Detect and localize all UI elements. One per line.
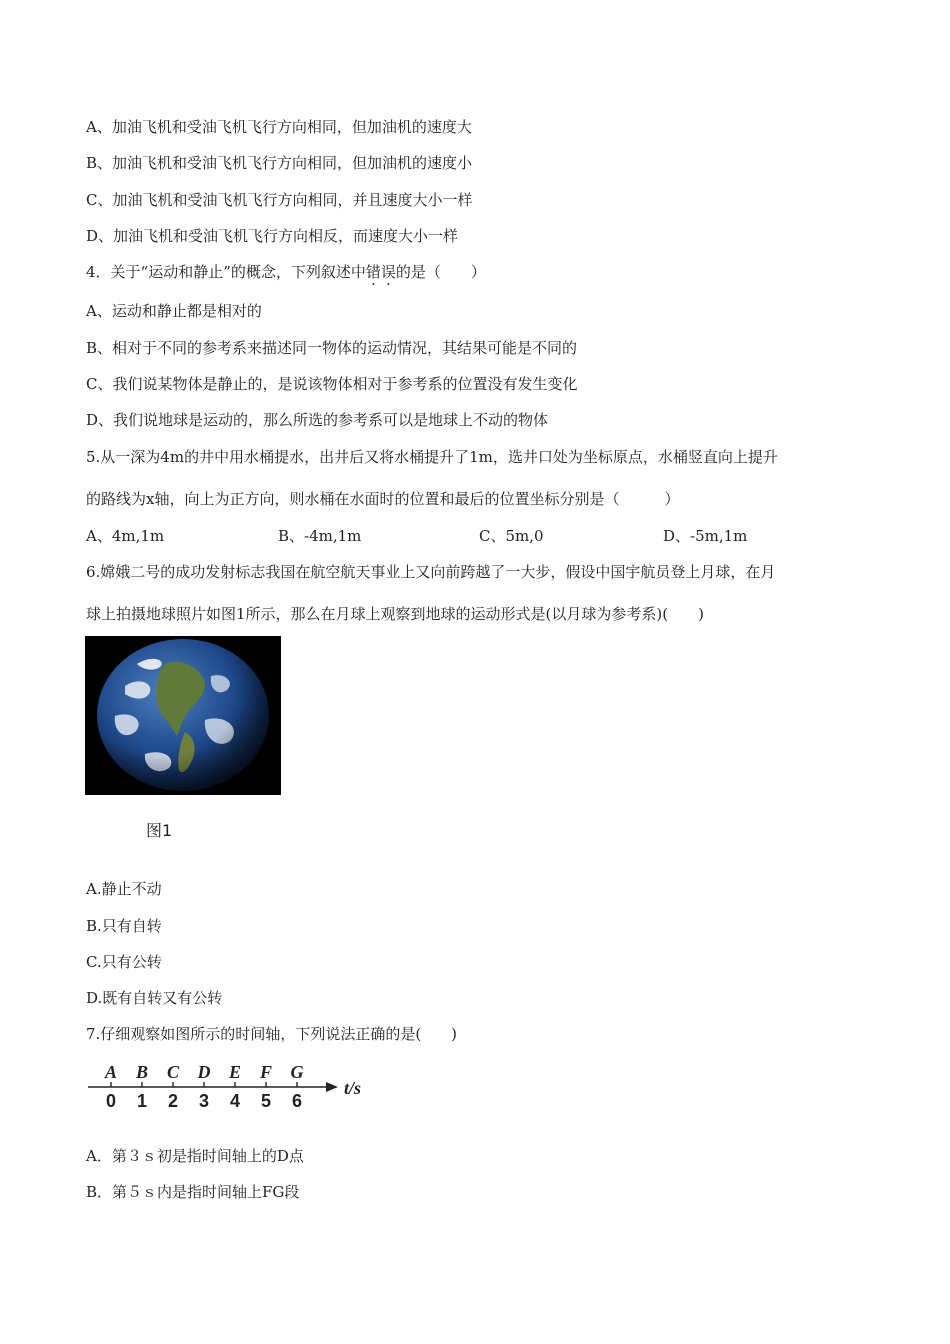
q4-option-d: D、我们说地球是运动的，那么所选的参考系可以是地球上不动的物体	[86, 411, 549, 429]
q4-option-a: A、运动和静止都是相对的	[86, 302, 262, 320]
axis-arrow-icon	[326, 1082, 338, 1092]
time-tick-number: 5	[260, 1091, 272, 1111]
q3-option-a: A、加油飞机和受油飞机飞行方向相同，但加油机的速度大	[86, 118, 472, 136]
time-point-letter: D	[197, 1062, 211, 1082]
time-tick-number: 2	[167, 1091, 179, 1111]
figure-caption: 图1	[146, 821, 173, 840]
q7-option-a: A．第３ｓ初是指时间轴上的D点	[86, 1147, 304, 1165]
q7-stem: 7.仔细观察如图所示的时间轴，下列说法正确的是( )	[86, 1025, 458, 1043]
time-tick-number: 4	[229, 1091, 241, 1111]
time-point-letter: E	[228, 1062, 242, 1082]
q4-emph-1: 错	[365, 263, 381, 281]
time-point-letter: A	[104, 1062, 118, 1082]
q7-option-b: B．第５ｓ内是指时间轴上FG段	[86, 1183, 300, 1201]
q3-option-c: C、加油飞机和受油飞机飞行方向相同，并且速度大小一样	[86, 191, 473, 209]
time-tick-number: 3	[198, 1091, 210, 1111]
time-point-letter: F	[259, 1062, 273, 1082]
q6-option-b: B.只有自转	[86, 917, 162, 935]
q4-stem	[86, 262, 486, 282]
time-tick-number: 0	[105, 1091, 117, 1111]
q5-options	[86, 526, 747, 546]
axis-label: t/s	[344, 1078, 362, 1098]
q6-stem-line1: 6.嫦娥二号的成功发射标志我国在航空航天事业上又向前跨越了一大步，假设中国宇航员登上月球，在月	[86, 563, 776, 581]
earth-photo	[85, 636, 281, 795]
q5-stem-line2: 的路线为x轴，向上为正方向，则水桶在水面时的位置和最后的位置坐标分别是（ ）	[86, 490, 680, 508]
time-point-letter: B	[135, 1062, 149, 1082]
time-axis-diagram	[86, 1058, 376, 1114]
q6-option-d: D.既有自转又有公转	[86, 989, 223, 1007]
q6-option-c: C.只有公转	[86, 953, 162, 971]
q4-option-b: B、相对于不同的参考系来描述同一物体的运动情况，其结果可能是不同的	[86, 339, 578, 357]
q5-option-c: C、5m,0	[479, 527, 544, 545]
time-tick-number: 1	[136, 1091, 148, 1111]
q5-option-a: A、4m,1m	[86, 527, 165, 545]
q4-stem-after: 的是（ ）	[395, 263, 486, 281]
earth-globe-icon	[85, 636, 281, 795]
q6-stem-line2: 球上拍摄地球照片如图1所示，那么在月球上观察到地球的运动形式是(以月球为参考系)( )	[86, 605, 704, 623]
q4-emph-2: 误	[380, 263, 396, 281]
q3-option-d: D、加油飞机和受油飞机飞行方向相反，而速度大小一样	[86, 227, 459, 245]
time-point-letter: C	[166, 1062, 180, 1082]
q4-option-c: C、我们说某物体是静止的，是说该物体相对于参考系的位置没有发生变化	[86, 375, 578, 393]
time-point-letter: G	[290, 1062, 304, 1082]
q4-stem-before: 4．关于“运动和静止”的概念，下列叙述中	[86, 263, 366, 281]
q3-option-b: B、加油飞机和受油飞机飞行方向相同，但加油机的速度小	[86, 154, 473, 172]
q5-option-d: D、-5m,1m	[663, 527, 748, 545]
q6-option-a: A.静止不动	[86, 880, 162, 898]
q5-option-b: B、-4m,1m	[278, 527, 362, 545]
q5-stem-line1: 5.从一深为4m的井中用水桶提水，出井后又将水桶提升了1m，选井口处为坐标原点，水桶竖直向上提升	[86, 448, 778, 466]
time-tick-number: 6	[291, 1091, 303, 1111]
